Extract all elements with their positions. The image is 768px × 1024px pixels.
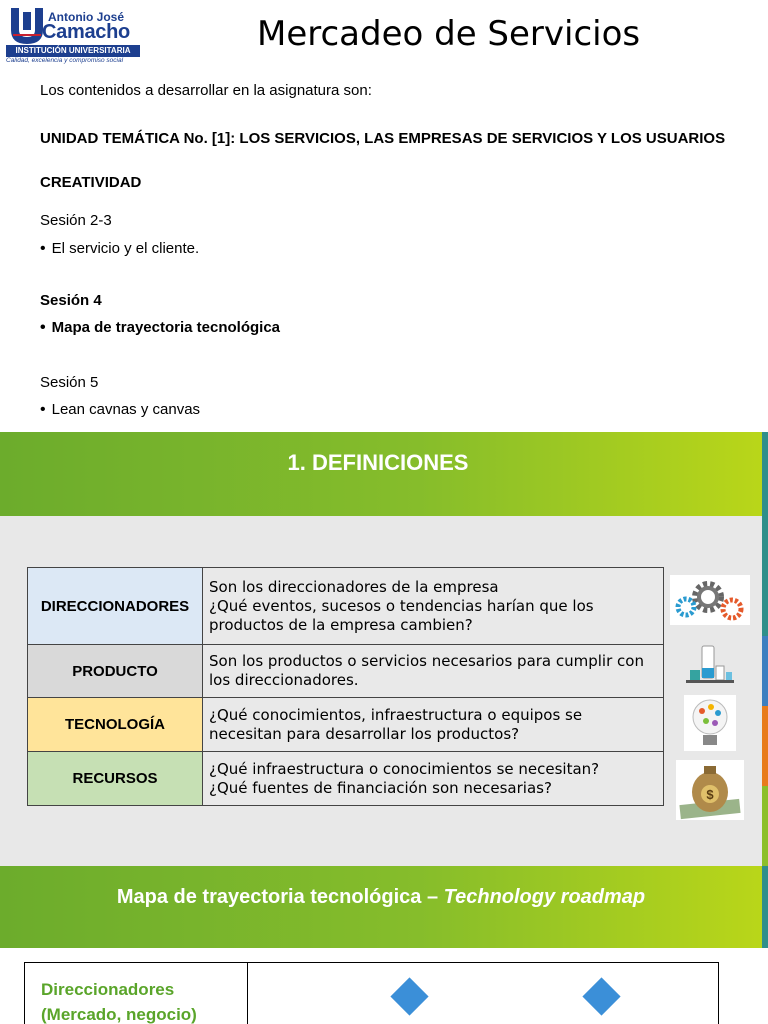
slide-1 — [0, 0, 768, 432]
definitions-table — [27, 567, 664, 806]
text-line: los direccionadores. — [209, 671, 359, 689]
logo-name-top: Antonio José — [48, 10, 125, 24]
title-italic: Technology roadmap — [443, 886, 646, 908]
row-label-line: (Mercado, negocio) — [41, 1005, 197, 1024]
edge-accent — [762, 516, 768, 636]
row-text — [203, 645, 664, 698]
row-text — [203, 698, 664, 752]
row-label: RECURSOS — [28, 752, 203, 806]
table-row — [28, 568, 664, 645]
session-item: • Lean cavnas y canvas — [40, 401, 200, 419]
slide-2 — [0, 432, 768, 866]
slide-banner — [0, 866, 762, 948]
text-line: productos de la empresa cambien? — [209, 615, 473, 634]
row-label: PRODUCTO — [28, 645, 203, 698]
lightbulb-icon — [684, 695, 736, 751]
lab-equipment-icon — [684, 640, 736, 688]
edge-accent — [762, 636, 768, 706]
table-row — [28, 752, 664, 806]
edge-accent — [762, 706, 768, 786]
session-label: Sesión 4 — [40, 292, 102, 309]
session-label: Sesión 5 — [40, 374, 99, 391]
slide-3 — [0, 866, 768, 1024]
svg-text:$: $ — [706, 787, 714, 802]
institution-logo — [4, 4, 152, 66]
row-text — [203, 752, 664, 806]
session-item: • Mapa de trayectoria tecnológica — [40, 319, 280, 337]
text-line: necesitan para desarrollar los productos? — [209, 724, 520, 743]
page-title: Mercadeo de Servicios — [257, 14, 641, 54]
milestone-diamond — [582, 977, 620, 1015]
session-item: • El servicio y el cliente. — [40, 240, 199, 258]
table-row — [28, 645, 664, 698]
roadmap-row-label — [25, 963, 248, 1024]
logo-institution-bar: INSTITUCIÓN UNIVERSITARIA — [6, 45, 140, 57]
text-line: ¿Qué eventos, sucesos o tendencias harían que los — [209, 596, 594, 615]
text-line: Son los productos o servicios necesarios para cumplir con — [209, 652, 644, 670]
row-text — [203, 568, 664, 645]
text-line: ¿Qué conocimientos, infraestructura o equipos se — [209, 705, 583, 724]
section-heading: CREATIVIDAD — [40, 174, 142, 191]
row-label-line: Direccionadores — [41, 980, 175, 999]
table-row — [28, 698, 664, 752]
row-label: DIRECCIONADORES — [28, 568, 203, 645]
logo-mark-icon — [9, 6, 45, 46]
row-label: TECNOLOGÍA — [28, 698, 203, 752]
session-label: Sesión 2-3 — [40, 212, 112, 229]
text-line: Son los direccionadores de la empresa — [209, 577, 499, 596]
milestone-diamond — [390, 977, 428, 1015]
edge-accent — [762, 432, 768, 516]
roadmap-grid — [24, 962, 719, 1024]
slide-banner — [0, 432, 762, 516]
logo-tagline: Calidad, excelencia y compromiso social — [6, 57, 124, 64]
title-main: Mapa de trayectoria tecnológica – — [116, 886, 444, 908]
money-bag-icon — [676, 760, 744, 820]
text-line: ¿Qué infraestructura o conocimientos se necesitan? — [209, 759, 600, 778]
edge-accent — [762, 786, 768, 866]
slide-title: 1. DEFINICIONES — [287, 450, 469, 475]
slide-title — [0, 886, 762, 909]
logo-name-main: Camacho — [42, 21, 130, 43]
intro-text: Los contenidos a desarrollar en la asignatura son: — [40, 82, 372, 99]
text-line: ¿Qué fuentes de financiación son necesarias? — [209, 778, 552, 797]
unit-heading: UNIDAD TEMÁTICA No. [1]: LOS SERVICIOS, LAS EMPRESAS DE SERVICIOS Y LOS USUARIOS — [40, 130, 726, 147]
edge-accent — [762, 866, 768, 948]
gears-icon — [670, 575, 750, 625]
